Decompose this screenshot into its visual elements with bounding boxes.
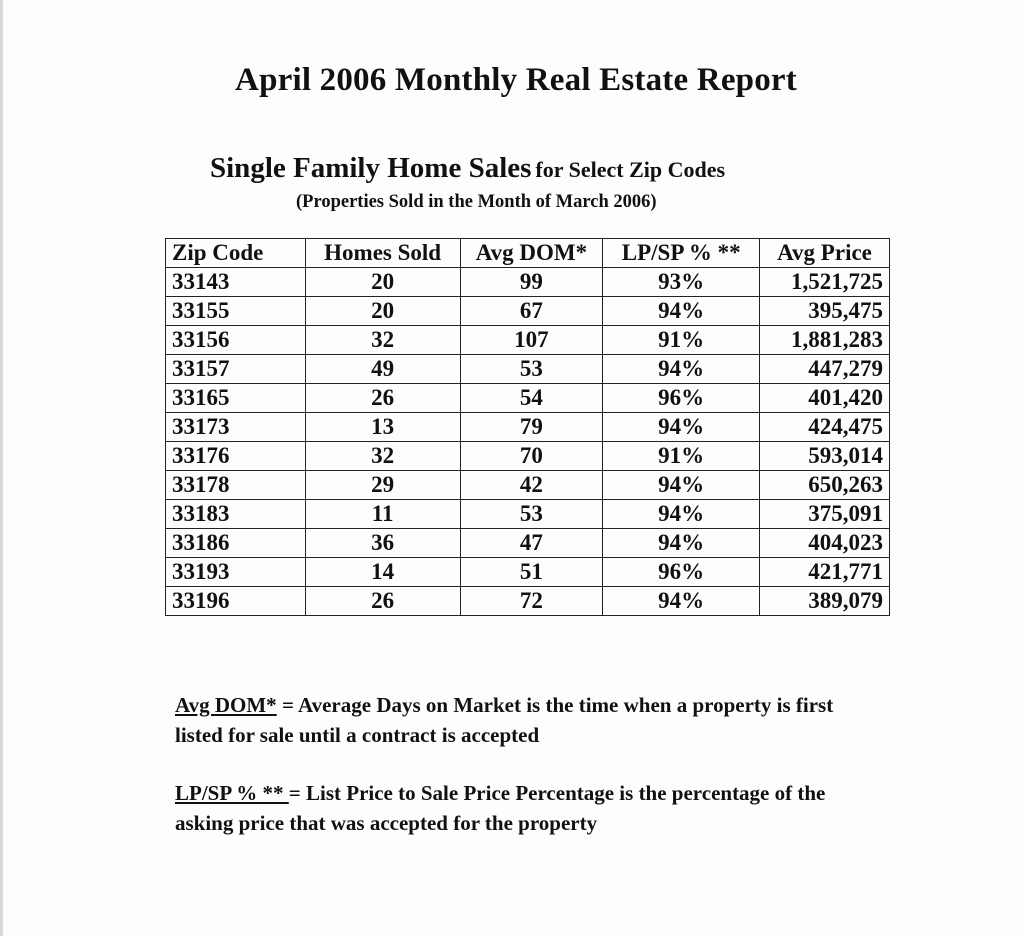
cell-homes-sold: 20 (305, 297, 460, 326)
table-row (166, 500, 890, 529)
cell-zip-code: 33178 (166, 471, 306, 500)
cell-lp-sp: 93% (603, 268, 760, 297)
cell-homes-sold: 20 (305, 268, 460, 297)
cell-lp-sp: 96% (603, 558, 760, 587)
table-row (166, 558, 890, 587)
cell-zip-code: 33156 (166, 326, 306, 355)
cell-lp-sp: 94% (603, 471, 760, 500)
cell-homes-sold: 13 (305, 413, 460, 442)
note-lp-sp-text: = List Price to Sale Price Percentage is the percentage of the asking price that was accepted for the property (175, 781, 826, 835)
cell-avg-dom: 54 (460, 384, 603, 413)
cell-homes-sold: 36 (305, 529, 460, 558)
table-row (166, 384, 890, 413)
cell-homes-sold: 26 (305, 587, 460, 616)
cell-zip-code: 33193 (166, 558, 306, 587)
header-zip-code: Zip Code (166, 239, 306, 268)
cell-avg-price: 375,091 (760, 500, 890, 529)
report-title: April 2006 Monthly Real Estate Report (235, 62, 797, 98)
cell-avg-price: 404,023 (760, 529, 890, 558)
cell-avg-price: 1,881,283 (760, 326, 890, 355)
cell-zip-code: 33143 (166, 268, 306, 297)
cell-homes-sold: 49 (305, 355, 460, 384)
cell-zip-code: 33176 (166, 442, 306, 471)
cell-lp-sp: 94% (603, 413, 760, 442)
cell-avg-price: 401,420 (760, 384, 890, 413)
cell-zip-code: 33157 (166, 355, 306, 384)
cell-avg-dom: 79 (460, 413, 603, 442)
cell-homes-sold: 14 (305, 558, 460, 587)
note-avg-dom-text: = Average Days on Market is the time when a property is first listed for sale until a contract is accepted (175, 693, 834, 747)
cell-avg-price: 447,279 (760, 355, 890, 384)
table-body (166, 268, 890, 616)
sales-table (165, 238, 890, 616)
cell-lp-sp: 94% (603, 297, 760, 326)
cell-homes-sold: 11 (305, 500, 460, 529)
cell-avg-price: 421,771 (760, 558, 890, 587)
report-subtitle (210, 152, 725, 185)
cell-lp-sp: 96% (603, 384, 760, 413)
note-avg-dom-term: Avg DOM* (175, 693, 277, 717)
cell-avg-price: 395,475 (760, 297, 890, 326)
cell-lp-sp: 94% (603, 587, 760, 616)
cell-lp-sp: 91% (603, 326, 760, 355)
cell-avg-dom: 67 (460, 297, 603, 326)
subtitle-rest: for Select Zip Codes (535, 157, 726, 182)
cell-avg-price: 593,014 (760, 442, 890, 471)
table-row (166, 413, 890, 442)
cell-lp-sp: 94% (603, 500, 760, 529)
cell-avg-price: 1,521,725 (760, 268, 890, 297)
table-row (166, 587, 890, 616)
table-row (166, 355, 890, 384)
scan-edge (0, 0, 3, 936)
cell-avg-dom: 107 (460, 326, 603, 355)
report-subnote: (Properties Sold in the Month of March 2006) (296, 192, 657, 212)
table-row (166, 442, 890, 471)
note-avg-dom (175, 690, 835, 750)
cell-zip-code: 33186 (166, 529, 306, 558)
header-avg-price: Avg Price (760, 239, 890, 268)
cell-avg-price: 389,079 (760, 587, 890, 616)
cell-avg-dom: 42 (460, 471, 603, 500)
subtitle-main: Single Family Home Sales (210, 152, 532, 184)
cell-zip-code: 33196 (166, 587, 306, 616)
note-lp-sp-term: LP/SP % ** (175, 781, 289, 805)
header-avg-dom: Avg DOM* (460, 239, 603, 268)
cell-avg-dom: 47 (460, 529, 603, 558)
cell-avg-dom: 72 (460, 587, 603, 616)
cell-homes-sold: 26 (305, 384, 460, 413)
table-row (166, 471, 890, 500)
cell-zip-code: 33173 (166, 413, 306, 442)
header-lp-sp: LP/SP % ** (603, 239, 760, 268)
cell-lp-sp: 91% (603, 442, 760, 471)
table-row (166, 268, 890, 297)
cell-avg-dom: 53 (460, 500, 603, 529)
cell-zip-code: 33183 (166, 500, 306, 529)
table-row (166, 297, 890, 326)
cell-zip-code: 33165 (166, 384, 306, 413)
header-homes-sold: Homes Sold (305, 239, 460, 268)
cell-homes-sold: 29 (305, 471, 460, 500)
cell-homes-sold: 32 (305, 326, 460, 355)
cell-lp-sp: 94% (603, 355, 760, 384)
cell-avg-price: 650,263 (760, 471, 890, 500)
table-row (166, 529, 890, 558)
cell-avg-dom: 99 (460, 268, 603, 297)
cell-avg-dom: 70 (460, 442, 603, 471)
cell-zip-code: 33155 (166, 297, 306, 326)
cell-homes-sold: 32 (305, 442, 460, 471)
note-lp-sp (175, 778, 835, 838)
cell-avg-price: 424,475 (760, 413, 890, 442)
table-header-row (166, 239, 890, 268)
cell-avg-dom: 53 (460, 355, 603, 384)
cell-avg-dom: 51 (460, 558, 603, 587)
cell-lp-sp: 94% (603, 529, 760, 558)
table-row (166, 326, 890, 355)
